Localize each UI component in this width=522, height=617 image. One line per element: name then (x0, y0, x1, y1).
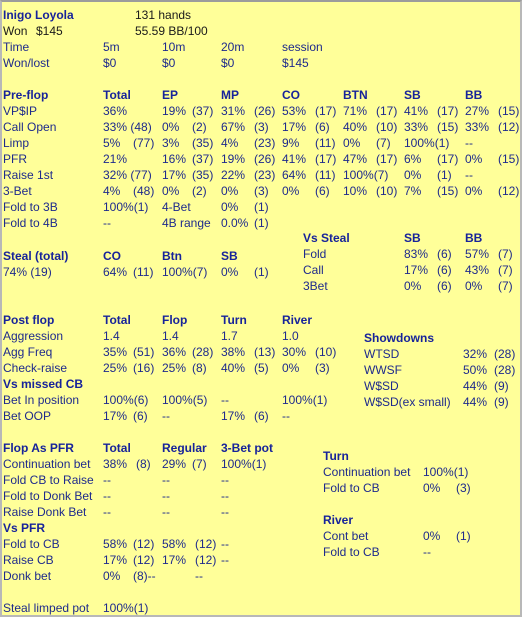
stat-label: Fold to 3B (3, 200, 58, 214)
hands-count: 131 hands (135, 8, 192, 22)
stat-value: 44% (463, 395, 488, 409)
stat-value: 50% (463, 363, 488, 377)
won-label: Won (3, 24, 28, 38)
stat-count: (23) (254, 136, 276, 150)
stat-value: 32% (77) (103, 168, 152, 182)
preflop-title: Pre-flop (3, 88, 49, 102)
stat-count: (15) (437, 120, 459, 134)
preflop-header-bb: BB (465, 88, 483, 102)
stat-label: Call (303, 263, 324, 277)
stat-label: Fold to CB (323, 481, 380, 495)
stat-count: (2) (192, 184, 207, 198)
stat-label: Donk bet (3, 569, 52, 583)
stat-label: Agg Freq (3, 345, 53, 359)
stat-value: 0% (282, 361, 300, 375)
stat-value: -- (162, 473, 170, 487)
stat-label: Raise CB (3, 553, 54, 567)
stat-count: (10) (376, 184, 398, 198)
stat-label: Fold to Donk Bet (3, 489, 93, 503)
stat-value: 0% (221, 200, 239, 214)
stat-count: (13) (254, 345, 276, 359)
stat-count: (10) (376, 120, 398, 134)
stat-value: -- (103, 473, 111, 487)
vs-pfr-title: Vs PFR (3, 521, 46, 535)
stat-value: 100%(7) (162, 265, 208, 279)
stat-count: (8) (192, 361, 207, 375)
stat-label: Check-raise (3, 361, 68, 375)
turn-title: Turn (323, 449, 349, 463)
stat-value: 100%(5) (162, 393, 208, 407)
stat-label: W$SD (364, 379, 399, 393)
won-amount: $145 (36, 24, 63, 38)
wonlost-5m: $0 (103, 56, 117, 70)
stat-label: PFR (3, 152, 27, 166)
stat-value: 33% (48) (103, 120, 152, 134)
stat-label: Fold to CB (323, 545, 380, 559)
stat-count: (51) (133, 345, 155, 359)
time-col-10m: 10m (162, 40, 186, 54)
stat-count: (17) (376, 152, 398, 166)
stat-value: -- (465, 136, 473, 150)
stat-value: 100%(1) (221, 457, 267, 471)
stat-value: -- (103, 216, 111, 230)
stat-value: 58% (103, 537, 128, 551)
stat-value: 38% (103, 457, 128, 471)
stat-label: WTSD (364, 347, 400, 361)
stat-count: (11) (315, 136, 336, 150)
stat-count: (15) (498, 104, 520, 118)
stat-value: 41% (404, 104, 429, 118)
stat-count: (15) (437, 184, 459, 198)
flop-pfr-title: Flop As PFR (3, 441, 74, 455)
stat-label: Cont bet (323, 529, 369, 543)
flop-pfr-header-3bet-pot: 3-Bet pot (221, 441, 273, 455)
stat-value: 0% (465, 152, 483, 166)
stat-value: -- (221, 393, 229, 407)
stat-count: (35) (192, 136, 214, 150)
stat-count: (35) (192, 168, 214, 182)
stat-label: Bet In position (3, 393, 80, 407)
stat-label: Fold to CB (3, 537, 60, 551)
stat-value: 57% (465, 247, 490, 261)
stat-label: VP$IP (3, 104, 38, 118)
stat-count: (11) (315, 168, 336, 182)
stat-value: 25% (103, 361, 128, 375)
stat-count: (1) (254, 265, 269, 279)
stat-value: 0% (404, 168, 422, 182)
stat-value: 19% (162, 104, 187, 118)
stat-count: (37) (192, 104, 214, 118)
stat-count: (1) (437, 168, 452, 182)
stat-count: (6) (437, 279, 452, 293)
postflop-header-total: Total (103, 313, 131, 327)
wonlost-label: Won/lost (3, 56, 50, 70)
stat-count: (26) (254, 104, 276, 118)
stat-value: -- (465, 168, 473, 182)
stat-value: 64% (103, 265, 128, 279)
stat-count: (6) (315, 120, 330, 134)
stat-value: -- (221, 489, 229, 503)
time-label: Time (3, 40, 30, 54)
stat-count: (6) (133, 409, 148, 423)
stat-label: Bet OOP (3, 409, 52, 423)
stat-value: 30% (282, 345, 307, 359)
stat-count: (1) (456, 529, 471, 543)
stat-count: (3) (456, 481, 471, 495)
stat-count: (6) (315, 184, 330, 198)
stat-count: (5) (254, 361, 269, 375)
stat-value: -- (103, 505, 111, 519)
stat-count: (2) (192, 120, 207, 134)
stat-label: Continuation bet (323, 465, 411, 479)
stat-count: (12) (498, 184, 520, 198)
stat-count: (6) (254, 409, 269, 423)
stat-count: (8)-- (133, 569, 156, 583)
stat-value: 6% (404, 152, 422, 166)
stat-count: (28) (192, 345, 214, 359)
preflop-header-co: CO (282, 88, 300, 102)
stat-value: 1.7 (221, 329, 238, 343)
flop-pfr-header-regular: Regular (162, 441, 207, 455)
stat-value: 64% (282, 168, 307, 182)
stat-label: Fold (303, 247, 327, 261)
stat-value: 3% (162, 136, 180, 150)
preflop-header-total: Total (103, 88, 131, 102)
stat-count: (7) (498, 279, 513, 293)
stat-value: 71% (343, 104, 368, 118)
wonlost-session: $145 (282, 56, 309, 70)
stat-count: (3) (254, 184, 269, 198)
stat-label: W$SD(ex small) (364, 395, 451, 409)
stat-value: -- (221, 473, 229, 487)
stat-value: -- (221, 553, 229, 567)
stat-label: Continuation bet (3, 457, 91, 471)
stat-value: 0% (221, 265, 239, 279)
stat-count: (17) (315, 104, 337, 118)
steal-header-co: CO (103, 249, 121, 263)
time-col-5m: 5m (103, 40, 120, 54)
stat-label: Aggression (3, 329, 64, 343)
stat-value: 38% (221, 345, 246, 359)
stat-value: 100%(1) (404, 136, 450, 150)
stat-count: (28) (494, 347, 516, 361)
stat-label: Limp (3, 136, 30, 150)
stat-value: 27% (465, 104, 490, 118)
stat-value: 17% (162, 553, 187, 567)
stat-label: 3-Bet (3, 184, 32, 198)
stat-label: WWSF (364, 363, 402, 377)
stat-value: 33% (404, 120, 429, 134)
stat-value: 44% (463, 379, 488, 393)
stat-label: Fold to 4B (3, 216, 58, 230)
stat-value: 4% (221, 136, 239, 150)
stat-count: (9) (494, 395, 509, 409)
steal-title: Steal (total) (3, 249, 69, 263)
stat-value: 21% (103, 152, 128, 166)
stat-value: 0% (103, 569, 121, 583)
stat-count: (16) (133, 361, 155, 375)
stat-value: 17% (404, 263, 429, 277)
showdowns-title: Showdowns (364, 331, 434, 345)
missed-cb-title: Vs missed CB (3, 377, 84, 391)
stat-count: (3) (315, 361, 330, 375)
stat-value: 25% (162, 361, 187, 375)
stat-value: 4% (103, 184, 121, 198)
stat-value: 100%(1) (103, 200, 149, 214)
stat-value: 17% (103, 409, 128, 423)
stat-count: (17) (376, 104, 398, 118)
stat-count: (26) (254, 152, 276, 166)
wonlost-10m: $0 (162, 56, 176, 70)
time-col-session: session (282, 40, 323, 54)
preflop-header-ep: EP (162, 88, 179, 102)
vs-steal-header-bb: BB (465, 231, 483, 245)
stat-value: 1.4 (103, 329, 120, 343)
stat-value: 100%(1) (103, 601, 149, 615)
stat-count: (37) (192, 152, 214, 166)
stat-count: (11) (133, 265, 154, 279)
stat-label: Steal limped pot (3, 601, 90, 615)
stat-count: (8) (136, 457, 151, 471)
stat-value: 17% (282, 120, 307, 134)
preflop-header-sb: SB (404, 88, 421, 102)
wonlost-20m: $0 (221, 56, 235, 70)
stat-value: 100%(7) (343, 168, 389, 182)
stat-value: 0% (162, 184, 180, 198)
stat-value: 29% (162, 457, 187, 471)
stat-value: 40% (221, 361, 246, 375)
stat-value: 47% (343, 152, 368, 166)
stat-value: -- (162, 489, 170, 503)
stat-value: 58% (162, 537, 187, 551)
stat-value: 36% (162, 345, 187, 359)
flop-pfr-header-total: Total (103, 441, 131, 455)
stat-value: 0% (162, 120, 180, 134)
stat-value: 100%(1) (282, 393, 328, 407)
stat-label: 4B range (162, 216, 211, 230)
stat-count: (12) (195, 553, 217, 567)
stat-value: 1.0 (282, 329, 299, 343)
stat-value: -- (282, 409, 290, 423)
stat-value: 0.0% (221, 216, 249, 230)
stat-value: -- (162, 409, 170, 423)
stat-value: 32% (463, 347, 488, 361)
postflop-header-river: River (282, 313, 313, 327)
river-title: River (323, 513, 354, 527)
stat-count: (12) (133, 537, 155, 551)
stat-value: -- (221, 537, 229, 551)
steal-header-btn: Btn (162, 249, 182, 263)
stat-value: 53% (282, 104, 307, 118)
stat-count: (7) (376, 136, 391, 150)
stat-count: (17) (437, 104, 459, 118)
stat-value: 100%(6) (103, 393, 149, 407)
postflop-title: Post flop (3, 313, 55, 327)
stat-value: 22% (221, 168, 246, 182)
stat-count: (48) (133, 184, 155, 198)
vs-steal-header-sb: SB (404, 231, 421, 245)
time-col-20m: 20m (221, 40, 245, 54)
stat-value: 0% (423, 529, 441, 543)
stat-value: 40% (343, 120, 368, 134)
stat-value: 7% (404, 184, 422, 198)
stat-label: Raise 1st (3, 168, 54, 182)
stat-value: 43% (465, 263, 490, 277)
stat-value: 0% (221, 184, 239, 198)
stat-value: 0% (282, 184, 300, 198)
stat-count: (17) (315, 152, 337, 166)
stat-value: 67% (221, 120, 246, 134)
stat-label: Raise Donk Bet (3, 505, 87, 519)
stat-value: 17% (221, 409, 246, 423)
stat-value: 35% (103, 345, 128, 359)
stat-value: 0% (465, 279, 483, 293)
stat-value: -- (103, 489, 111, 503)
stat-count: (3) (254, 120, 269, 134)
stat-label: Fold CB to Raise (3, 473, 94, 487)
stat-value: 5% (103, 136, 121, 150)
stat-count: (7) (498, 247, 513, 261)
stat-count: (7) (498, 263, 513, 277)
steal-header-sb: SB (221, 249, 238, 263)
postflop-header-flop: Flop (162, 313, 188, 327)
stat-value: -- (221, 505, 229, 519)
stat-value: 33% (465, 120, 490, 134)
steal-total-value: 74% (19) (3, 265, 52, 279)
postflop-header-turn: Turn (221, 313, 247, 327)
stat-count: (77) (133, 136, 155, 150)
stat-count: (7) (192, 457, 207, 471)
stat-count: (10) (315, 345, 337, 359)
stat-count: (6) (437, 263, 452, 277)
stat-count: (6) (437, 247, 452, 261)
stat-count: (12) (133, 553, 155, 567)
stat-value: 31% (221, 104, 246, 118)
bb-per-100: 55.59 BB/100 (135, 24, 208, 38)
stat-value: 83% (404, 247, 429, 261)
stat-value: 1.4 (162, 329, 179, 343)
stat-value: 0% (404, 279, 422, 293)
stat-value: 0% (465, 184, 483, 198)
stat-value: 9% (282, 136, 300, 150)
stat-count: (23) (254, 168, 276, 182)
stat-count: (1) (254, 200, 269, 214)
stat-value: 16% (162, 152, 187, 166)
stat-count: (12) (498, 120, 520, 134)
stat-value: 0% (423, 481, 441, 495)
stat-value: 17% (103, 553, 128, 567)
stat-value: 19% (221, 152, 246, 166)
vs-steal-title: Vs Steal (303, 231, 350, 245)
stat-value: -- (162, 505, 170, 519)
stat-value: 100%(1) (423, 465, 469, 479)
stat-count: (28) (494, 363, 516, 377)
stat-count: (17) (437, 152, 459, 166)
preflop-header-btn: BTN (343, 88, 368, 102)
stat-label: Call Open (3, 120, 57, 134)
stat-label: 4-Bet (162, 200, 191, 214)
stat-value: 10% (343, 184, 368, 198)
stat-value: -- (195, 569, 203, 583)
stat-value: 0% (343, 136, 361, 150)
player-name: Inigo Loyola (3, 8, 74, 22)
stat-count: (1) (254, 216, 269, 230)
stat-count: (12) (195, 537, 217, 551)
stat-label: 3Bet (303, 279, 328, 293)
stat-value: 36% (103, 104, 128, 118)
stat-value: 41% (282, 152, 307, 166)
stat-count: (9) (494, 379, 509, 393)
stat-count: (15) (498, 152, 520, 166)
stat-value: 17% (162, 168, 187, 182)
stat-value: -- (423, 545, 431, 559)
preflop-header-mp: MP (221, 88, 239, 102)
